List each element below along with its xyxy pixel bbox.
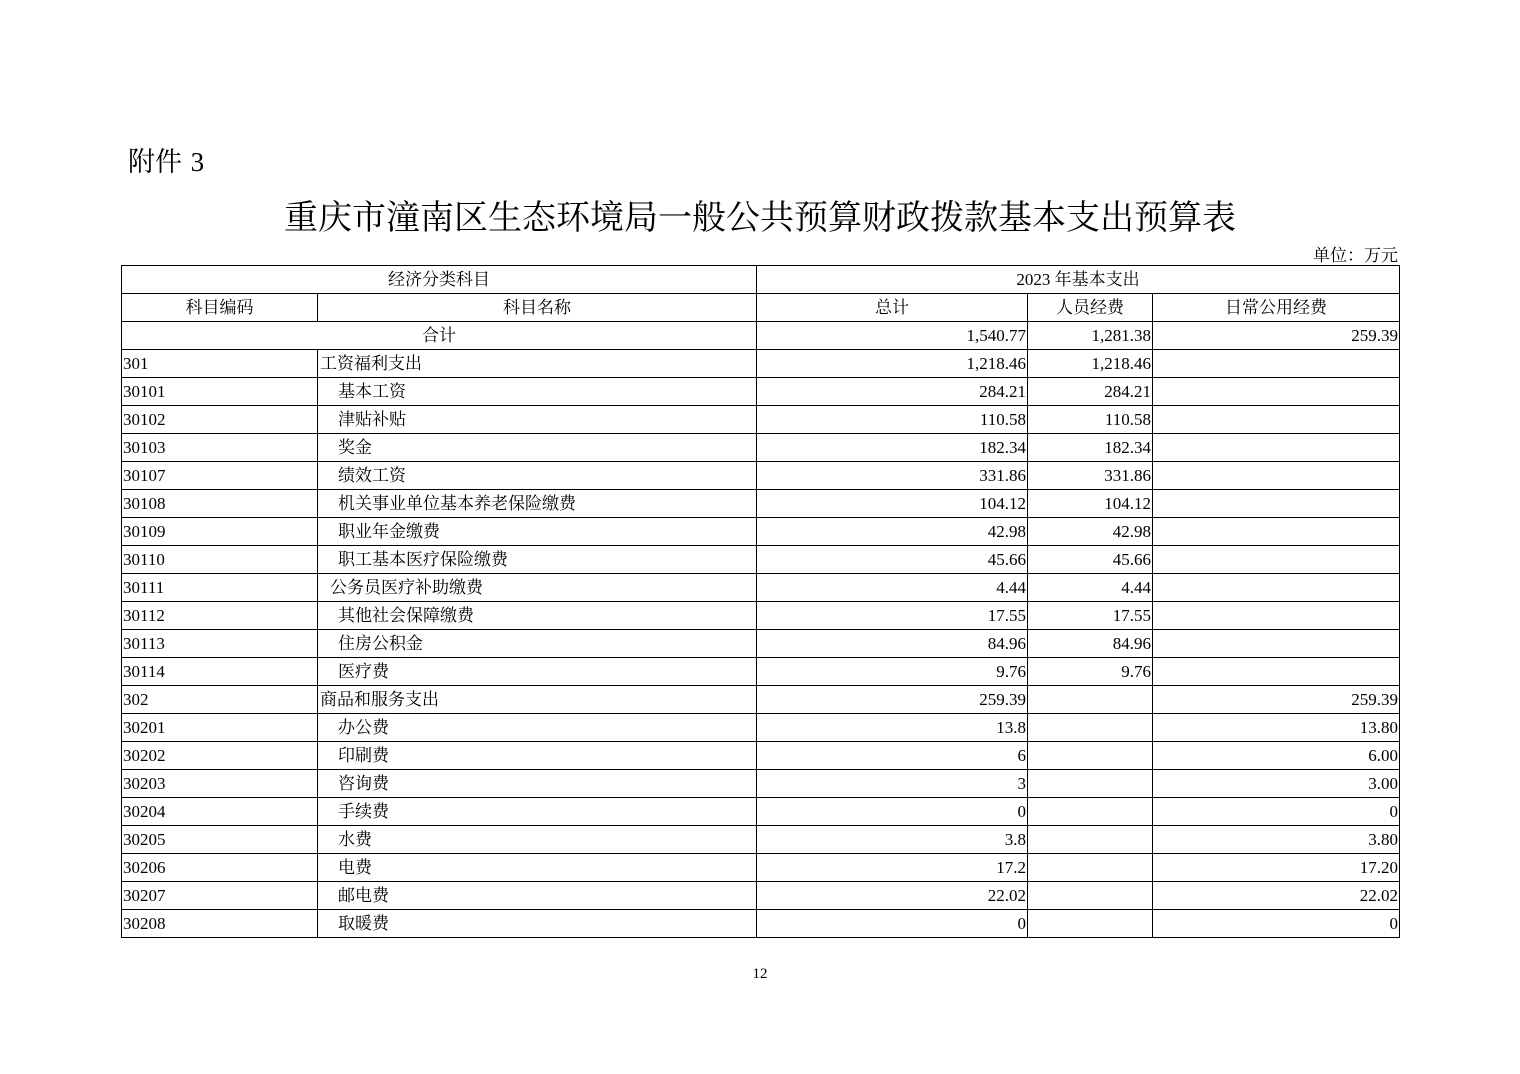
row-name: 职工基本医疗保险缴费 [318,546,757,574]
row-code: 30101 [122,378,318,406]
row-code: 30113 [122,630,318,658]
summary-public: 259.39 [1153,322,1400,350]
table-row [122,910,1400,938]
row-personnel: 331.86 [1028,462,1153,490]
row-name: 绩效工资 [318,462,757,490]
header-personnel: 人员经费 [1028,294,1153,322]
row-public [1153,350,1400,378]
row-personnel: 45.66 [1028,546,1153,574]
row-code: 30203 [122,770,318,798]
summary-total: 1,540.77 [757,322,1028,350]
row-name: 取暖费 [318,910,757,938]
row-name: 其他社会保障缴费 [318,602,757,630]
row-personnel [1028,854,1153,882]
budget-table [121,265,1400,938]
row-code: 30114 [122,658,318,686]
row-code: 30205 [122,826,318,854]
table-row [122,378,1400,406]
row-total: 6 [757,742,1028,770]
row-personnel: 1,218.46 [1028,350,1153,378]
row-name: 水费 [318,826,757,854]
row-total: 284.21 [757,378,1028,406]
header-econ-category: 经济分类科目 [122,266,757,294]
table-row [122,630,1400,658]
row-personnel: 4.44 [1028,574,1153,602]
table-row [122,406,1400,434]
attachment-number: 3 [190,147,205,177]
row-name: 手续费 [318,798,757,826]
row-personnel [1028,742,1153,770]
row-code: 30111 [122,574,318,602]
row-personnel: 104.12 [1028,490,1153,518]
table-row [122,434,1400,462]
summary-personnel: 1,281.38 [1028,322,1153,350]
row-total: 3 [757,770,1028,798]
row-public: 13.80 [1153,714,1400,742]
row-total: 45.66 [757,546,1028,574]
row-code: 30206 [122,854,318,882]
row-total: 331.86 [757,462,1028,490]
row-total: 0 [757,910,1028,938]
row-personnel [1028,882,1153,910]
document-title: 重庆市潼南区生态环境局一般公共预算财政拨款基本支出预算表 [284,198,1236,238]
row-public [1153,378,1400,406]
header-name: 科目名称 [318,294,757,322]
row-public [1153,490,1400,518]
row-total: 0 [757,798,1028,826]
row-public: 3.00 [1153,770,1400,798]
row-personnel [1028,798,1153,826]
row-name: 基本工资 [318,378,757,406]
header-code: 科目编码 [122,294,318,322]
row-name: 工资福利支出 [318,350,757,378]
row-name: 医疗费 [318,658,757,686]
row-public [1153,658,1400,686]
table-row [122,350,1400,378]
table-row [122,546,1400,574]
table-row [122,826,1400,854]
header-public: 日常公用经费 [1153,294,1400,322]
row-public: 6.00 [1153,742,1400,770]
header-group-row [122,266,1400,294]
row-public: 0 [1153,910,1400,938]
row-personnel [1028,686,1153,714]
row-code: 30107 [122,462,318,490]
row-total: 22.02 [757,882,1028,910]
row-public [1153,574,1400,602]
row-personnel [1028,770,1153,798]
table-row [122,518,1400,546]
summary-label: 合计 [122,322,757,350]
row-name: 奖金 [318,434,757,462]
row-personnel [1028,910,1153,938]
row-total: 4.44 [757,574,1028,602]
row-name: 津贴补贴 [318,406,757,434]
row-name: 邮电费 [318,882,757,910]
row-personnel: 182.34 [1028,434,1153,462]
table-row [122,854,1400,882]
row-personnel: 284.21 [1028,378,1153,406]
row-public [1153,602,1400,630]
table-row [122,462,1400,490]
row-public [1153,462,1400,490]
row-code: 30204 [122,798,318,826]
row-code: 30103 [122,434,318,462]
row-total: 182.34 [757,434,1028,462]
row-total: 17.2 [757,854,1028,882]
table-row [122,574,1400,602]
row-total: 13.8 [757,714,1028,742]
row-name: 职业年金缴费 [318,518,757,546]
table-row [122,602,1400,630]
summary-row [122,322,1400,350]
row-public: 259.39 [1153,686,1400,714]
row-code: 30202 [122,742,318,770]
row-code: 30112 [122,602,318,630]
row-code: 30208 [122,910,318,938]
row-total: 17.55 [757,602,1028,630]
row-public [1153,434,1400,462]
row-total: 259.39 [757,686,1028,714]
table-row [122,742,1400,770]
row-personnel: 110.58 [1028,406,1153,434]
row-total: 42.98 [757,518,1028,546]
row-code: 302 [122,686,318,714]
header-basic-expense: 2023 年基本支出 [757,266,1400,294]
row-total: 3.8 [757,826,1028,854]
row-public [1153,406,1400,434]
row-public [1153,518,1400,546]
row-code: 30207 [122,882,318,910]
row-code: 30109 [122,518,318,546]
row-personnel [1028,826,1153,854]
row-personnel: 84.96 [1028,630,1153,658]
row-public [1153,630,1400,658]
row-name: 电费 [318,854,757,882]
row-total: 104.12 [757,490,1028,518]
table-row [122,714,1400,742]
page-number: 12 [752,966,768,982]
row-public: 0 [1153,798,1400,826]
row-public [1153,546,1400,574]
table-row [122,798,1400,826]
row-code: 30110 [122,546,318,574]
row-name: 印刷费 [318,742,757,770]
row-code: 30108 [122,490,318,518]
row-public: 17.20 [1153,854,1400,882]
row-public: 3.80 [1153,826,1400,854]
row-name: 公务员医疗补助缴费 [318,574,757,602]
row-code: 301 [122,350,318,378]
row-name: 住房公积金 [318,630,757,658]
table-row [122,686,1400,714]
table-row [122,658,1400,686]
table-row [122,490,1400,518]
row-personnel [1028,714,1153,742]
row-code: 30201 [122,714,318,742]
row-name: 咨询费 [318,770,757,798]
row-total: 9.76 [757,658,1028,686]
row-personnel: 17.55 [1028,602,1153,630]
row-total: 84.96 [757,630,1028,658]
row-name: 商品和服务支出 [318,686,757,714]
attachment-text: 附件 [128,147,182,178]
row-total: 110.58 [757,406,1028,434]
row-name: 机关事业单位基本养老保险缴费 [318,490,757,518]
header-column-row [122,294,1400,322]
row-code: 30102 [122,406,318,434]
unit-label: 单位：万元 [1313,246,1398,266]
header-total: 总计 [757,294,1028,322]
table-row [122,882,1400,910]
row-personnel: 9.76 [1028,658,1153,686]
row-personnel: 42.98 [1028,518,1153,546]
row-total: 1,218.46 [757,350,1028,378]
row-public: 22.02 [1153,882,1400,910]
row-name: 办公费 [318,714,757,742]
table-row [122,770,1400,798]
attachment-label [128,140,204,179]
